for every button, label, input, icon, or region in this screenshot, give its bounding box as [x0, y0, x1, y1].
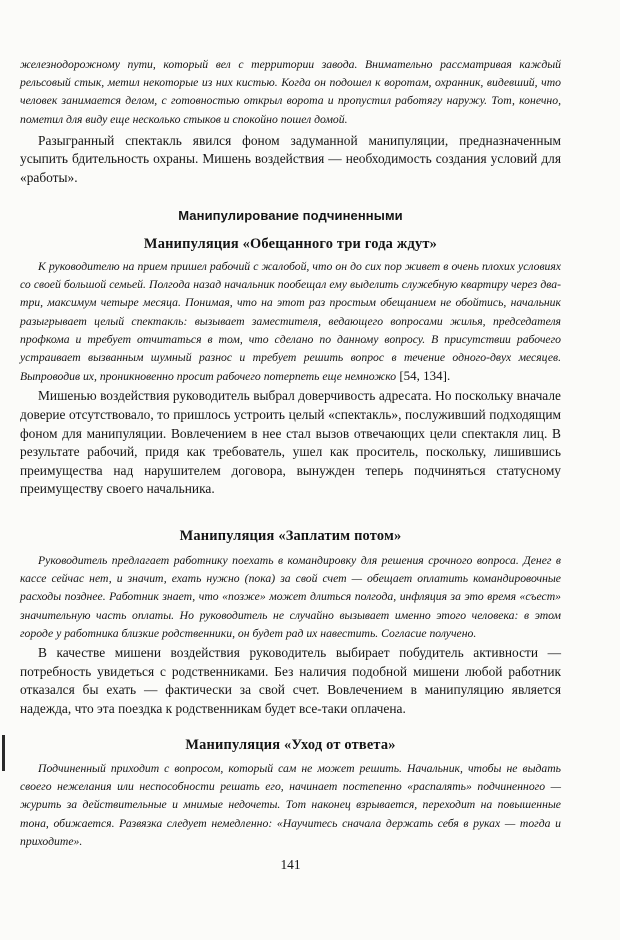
section-heading: Манипулирование подчиненными — [178, 208, 403, 223]
intro-italic-paragraph: железнодорожному пути, который вел с территории завода. Внимательно рассматривая каждый рельсовый стык, метил некоторые из них кистью. Когда он подошел к воротам, охранник, видевший, что человек занимается делом, с готовностью открыл ворота и пропустил работягу наружу. Тот, конечно, пометил для виду еще несколько стыков и спокойно пошел домой. — [20, 58, 561, 126]
case-paragraph-3: Подчиненный приходит с вопросом, который сам не может решить. Начальник, чтобы не выдать своего нежелания или неспособности решать его, начинает постепенно «распалять» подчиненного — журить за действительные и мнимые недочеты. Тот наконец взрывается, переходит на повышенные тона, обижается. Развязка следует немедленно: «Научитесь сначала держать себя в руках — тогда и приходите». — [20, 762, 561, 848]
case-paragraph-1 — [20, 258, 561, 386]
section-title-3: Манипуляция «Уход от ответа» — [185, 737, 396, 753]
citation-ref: [54, 134]. — [396, 368, 451, 384]
case-text-1: К руководителю на прием пришел рабочий с жалобой, что он до сих пор живет в очень плохих условиях со своей большой семьей. Полгода назад начальник пообещал ему выделить служебную квартиру через два-три, максимум четыре месяца. Понимая, что на этот раз простым обещанием не обойтись, начальник разыгрывает целый спектакль: вызывает заместителя, ведающего вопросами жилья, председателя профкома и требует отчитаться в том, что сделано по данному вопросу. В присутствии рабочего устраивает вызванным шумный разнос и требует решить вопрос в течение одного-двух месяцев. Выпроводив их, проникновенно просит рабочего потерпеть еще немножко — [20, 260, 561, 384]
section-title-2: Манипуляция «Заплатим потом» — [179, 528, 402, 544]
intro-paragraph: Разыгранный спектакль явился фоном задуманной манипуляции, предназначенным усыпить бдительность охраны. Мишень воздействия — необходимость создания условий для «работы». — [20, 132, 561, 185]
intro-block — [20, 56, 561, 188]
section-title-1: Манипуляция «Обещанного три года ждут» — [143, 236, 438, 252]
page-number: 141 — [280, 857, 301, 872]
section-1-body — [20, 258, 561, 499]
section-2-body — [20, 552, 561, 718]
analysis-paragraph-2: В качестве мишени воздействия руководитель выбирает побудитель активности — потребность увидеться с родственниками. Без наличия подобной мишени любой работник отказался бы ехать — фактически за свой счет. Вовлечением в манипуляцию является надежда, что эта поездка к родственникам будет все-таки оплачена. — [20, 645, 561, 716]
analysis-paragraph-1: Мишенью воздействия руководитель выбрал доверчивость адресата. Но поскольку вначале доверие отсутствовало, то пришлось устроить целый «спектакль», послуживший подходящим фоном для манипуляции. Вовлечением в нее стал вызов отвечающих цели спектакля лиц. В результате рабочий, придя как требователь, ушел как проситель, поскольку, лишившись преимущества над нарушителем договора, вынужден теперь подчиняться статусному преимуществу своего начальника. — [20, 388, 561, 497]
case-paragraph-2: Руководитель предлагает работнику поехать в командировку для решения срочного вопроса. Денег в кассе сейчас нет, и значит, ехать нужно (пока) за свой счет — обещает оплатить командировочные расходы позднее. Работник знает, что «позже» может длиться полгода, инфляция за это время «съест» значительную часть оплаты. Но руководитель не случайно вызывает именно этого человека: в этом городе у работника близкие родственники, он будет рад их навестить. Согласие получено. — [20, 554, 561, 640]
section-3-body — [20, 760, 561, 851]
scan-margin-mark — [2, 735, 5, 771]
